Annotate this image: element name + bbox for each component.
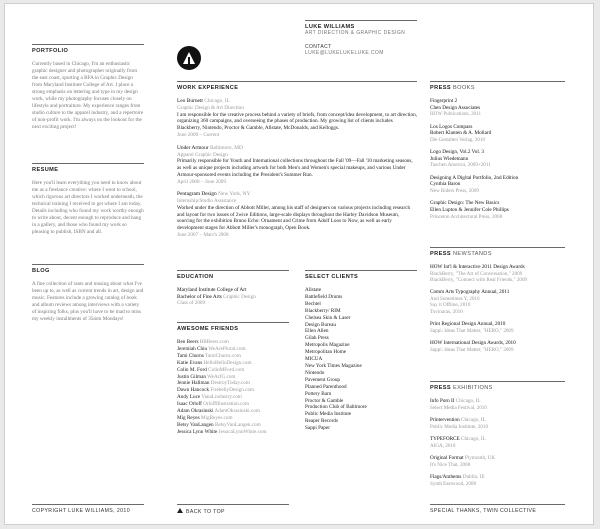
friend-item [177,346,289,353]
blog-heading[interactable]: BLOG [32,268,50,274]
press-book-entry [430,124,565,144]
press-detail: Tovinaras, 2010 [430,308,463,315]
friends-section [177,322,289,436]
friend-link[interactable]: HelloHelloDesign.com [203,359,252,366]
job-location: New York, NY [218,191,251,198]
press-detail: AIGA, 2010 [430,442,456,449]
press-title: Logo Design, Vol.2 Vol. 3 [430,149,484,156]
job-company: Pentagram Design [177,191,217,198]
client-item: Battlefield Drums [305,293,343,300]
friend-name: Katie Evans [177,359,203,366]
friend-item [177,387,289,394]
press-location: Chicago, IL [455,398,481,404]
friend-link[interactable]: MigReyes.com [200,414,233,421]
friend-link[interactable]: BBBeers.com [199,339,229,345]
press-newsstands-sub: NEWSTANDS [452,251,492,257]
client-item: Metropolis Magazine [305,342,350,349]
press-exhibition-entry [430,417,565,430]
friend-name: Tami Churns [177,352,204,359]
friend-name: Andy Luce [177,394,201,401]
press-exhibition-entry [430,455,565,468]
client-item: New York Times Magazine [305,362,362,369]
press-detail: BlackBerry, "Connect with Real Friends," 2009 [430,277,528,283]
friend-item [177,339,289,346]
work-section [177,81,417,245]
friend-name: Jeremiah Chiu [177,345,208,352]
header [305,20,417,56]
job-description: I am responsible for the creative process behind a variety of briefs, from concept/idea development, to art direction, organizing 360 campaigns, and overseeing the phases of production. My growing list of clients includes Blackberry, Nintendo, Proctor & Gamble, Allstate, McDonalds, and Kelloggs. [177,111,417,132]
friend-item [177,415,289,422]
resume-text: Here you'll learn everything you need to know about me as a freelance creative: where I went to school, which rigorous art directors I worked underneath, the technical training I received to get where I am today. Details including who found my work worthy enough to write about, decent enough to reproduce and hang in a gallery, and those who found my work so pleasing to publish, ISBN and all. [32,180,144,235]
press-book-entry [430,149,565,169]
press-title: Info Porn II [430,398,455,404]
friends-list [177,339,289,436]
press-title-line [430,417,565,424]
left-column [32,44,144,131]
press-title: Print Regional Design Annual, 2010 [430,321,506,328]
blog-text: A fine collection of rants and musing about what I've been up to, as well as current trends in art, design and music. Features include a growing catalog of book and album reviews among interviews with a variety of inspiring folks, plus you'll have to be mad to miss my weekly installments of 35mm Mondays! [32,281,144,322]
friend-name: Betsy VanLangen [177,421,214,428]
client-item: Sappi Paper [305,425,330,432]
friend-name: Colin M. Ford [177,366,207,373]
press-author: Ellen Lupton & Jennifer Cole Phillips [430,206,509,213]
press-news-entry [430,264,565,283]
job-dates: June 2007 – March 2008 [177,231,229,238]
client-item: Pavement Group [305,376,341,383]
friend-link[interactable]: AdamOkrasinski.com [214,408,260,415]
portfolio-heading[interactable]: PORTFOLIO [32,48,69,54]
press-books-list [430,98,565,220]
press-title-line [430,474,565,481]
education-field: Graphic Design [223,293,256,300]
job-entry [177,191,417,238]
back-to-top-link[interactable] [177,508,289,515]
education-heading: EDUCATION [177,274,214,280]
client-item: Allstate [305,287,322,293]
press-author: Robert Klanten & A. Mollard [430,130,492,137]
client-item: Design Bureau [305,321,336,328]
press-title: HOW Int'l & Interactive 2011 Design Awards [430,264,525,270]
press-publisher: New Riders Press, 2009 [430,187,479,194]
friend-name: Justin Gilman [177,373,206,380]
press-location: Dublin, IE [462,474,485,480]
friend-link[interactable]: BetsyVanLangen.com [214,421,261,428]
friend-item [177,408,289,415]
resume-heading[interactable]: RESUME [32,167,59,173]
press-news-entry [430,340,565,353]
press-books-heading: PRESS [430,85,451,91]
press-newsstands-section [430,247,565,359]
friends-heading: AWESOME FRIENDS [177,326,239,332]
press-detail: Select Media Festival, 2010 [430,404,487,411]
friend-item [177,367,289,374]
footer-middle [177,504,289,515]
friend-link[interactable]: FirebellyDesign.com [210,387,255,394]
clients-section [305,270,417,432]
press-exhibition-entry [430,474,565,487]
job-location: Baltimore, MD [209,144,243,151]
job-dates: June 2009 – Current [177,131,220,138]
job-role: Apparel Graphic Design [177,151,228,158]
client-item: Production Club of Baltimore [305,404,367,411]
friend-name: Ben Beers [177,339,199,345]
press-newsstands-heading: PRESS [430,251,451,257]
press-detail: And Sometimes Y, 2010 [430,296,480,302]
friend-name: Adam Okrasinski [177,408,214,415]
press-publisher: Princeton Architectural Press, 2008 [430,213,503,220]
work-heading: WORK EXPERIENCE [177,85,239,91]
client-item: Blackberry/ RIM [305,307,341,314]
press-title: HOW International Design Awards, 2010 [430,340,516,347]
press-author: Chen Design Associates [430,104,481,111]
client-item: Nintendo [305,369,325,376]
friend-link[interactable]: WeArJG.com [207,373,236,380]
press-exhibitions-sub: EXHIBITIONS [452,385,493,391]
job-role: Graphic Design & Art Direction [177,105,244,111]
press-location: Plymouth, UK [464,455,496,461]
arrow-up-icon [177,508,183,513]
client-item: Proctor & Gamble [305,397,344,404]
friend-name: Jessica Lynn White [177,428,218,435]
friend-item [177,401,289,408]
friend-link[interactable]: DestroyToday.com [210,380,250,387]
press-books-sub: BOOKS [452,85,475,91]
clients-list [305,287,417,432]
press-title: Los Logos Compass [430,123,473,130]
client-item: Planned Parenthood [305,383,347,390]
logo-icon[interactable] [177,46,201,70]
press-title: Flags/Anthems [430,474,462,480]
press-publisher: Taschen America, 2009+2011 [430,162,491,169]
education-class: Class of 2009 [177,300,206,307]
press-book-entry [430,175,565,195]
job-entry [177,145,417,186]
press-title: Designing A Digital Portfolio, 2nd Edition [430,174,519,181]
press-publisher: Die Gestalten Verlag, 2010 [430,136,486,143]
job-description: Primarily responsible for Youth and International collections throughout the Fall '09—Fall '10 marketing seasons, as well as unique projects including artwork for both Men's and Women's special makeups, and various Under Armour-sponsored events including the President's Summer Run. [177,158,413,178]
press-title: TYPEFORCE [430,436,460,442]
resume-page [4,3,594,525]
resume-section [32,163,144,236]
friend-item [177,429,289,436]
press-title: Original Format [430,455,464,461]
press-exhibition-entry [430,398,565,411]
press-title: Printervention [430,417,460,423]
press-author: Cynthia Baron [430,181,461,188]
clients-heading: SELECT CLIENTS [305,274,359,280]
client-item: Pottery Barn [305,390,332,397]
job-role: Internship/Studio Assistance [177,198,237,205]
friend-name: Jennie Hallman [177,380,210,387]
blog-section [32,264,144,323]
press-title: Fingerprint 2 [430,98,458,104]
press-author: Julius Wiedemann [430,155,469,162]
portfolio-text: Currently based in Chicago, I'm an enthusiastic graphic designer and photographer originally from the east coast, sporting a BFA in Graphic Design from Maryland Institute College of Art. I place a strong emphasis on lettering and type in my design work, while my photography focuses closely on lifestyle and portraiture. My experience ranges from studio culture to the apparel industry, and a repertoire of non-profit work. I'm always on the lookout for the next exciting project! [32,61,144,130]
copyright: COPYRIGHT LUKE WILLIAMS, 2010 [32,508,130,514]
press-detail: Synth Eastwood, 2008 [430,480,476,487]
press-title: Comm Arts Typography Annual, 2011 [430,289,510,296]
friend-name: Dawn Hancock [177,387,210,394]
press-detail: It's Nice That, 2008 [430,461,471,468]
friend-item [177,353,289,360]
back-to-top-label: BACK TO TOP [186,509,225,515]
client-item: Reaper Records [305,418,338,425]
education-degree: Bachelor of Fine Arts [177,293,222,300]
client-item: Metropolitan Home [305,349,347,356]
friend-item [177,422,289,429]
press-location: Chicago, IL [461,436,486,442]
press-detail: Sappi: Ideas That Matter, "HERO," 2009 [430,346,514,353]
email-link[interactable]: LUKE@LUKELUKELUKE.COM [305,50,384,56]
footer-right [430,504,565,514]
friend-link[interactable]: VanaLindustry.com [201,394,242,401]
press-detail: Public Media Institute, 2010 [430,423,489,430]
job-location: Chicago, IL [204,98,231,104]
press-book-entry [430,200,565,220]
friend-item [177,380,289,387]
footer-left [32,504,144,514]
press-books-section [430,81,565,226]
contact-label: CONTACT [305,44,332,50]
press-exhibitions-list [430,398,565,487]
press-title-line [430,398,565,405]
friend-item [177,360,289,367]
press-detail: Say it Offline, 2010 [430,302,471,309]
client-item: Chelsea Skin & Laser [305,314,351,321]
press-detail: Sappi: Ideas That Matter, "HERO," 2009 [430,327,514,334]
friend-item [177,374,289,381]
press-location: Chicago, IL [460,417,486,423]
press-title-line [430,455,565,462]
press-title: Graphic Design: The New Basics [430,200,500,207]
friend-link[interactable]: WeArePlural.com [208,345,246,352]
press-exhibitions-section [430,381,565,493]
press-book-entry [430,98,565,118]
special-thanks: SPECIAL THANKS, TWIN COLLECTIVE [430,508,537,514]
press-news-entry [430,321,565,334]
job-company: Under Armour [177,144,209,151]
client-item: Ellen Allen [305,328,329,335]
friend-link[interactable]: JessicaLynnWhite.com [218,428,267,435]
press-news-entry [430,289,565,315]
press-exhibitions-heading: PRESS [430,385,451,391]
site-tagline: ART DIRECTION & GRAPHIC DESIGN [305,30,406,36]
site-name: LUKE WILLIAMS [305,24,355,30]
friend-link[interactable]: OrloffIllustration.com [203,401,249,408]
friend-name: Mig Reyes [177,414,200,421]
press-exhibition-entry [430,436,565,449]
client-item: MICUA [305,356,323,363]
client-item: Gilah Press [305,335,329,342]
friend-link[interactable]: ColinMFord.com [208,366,245,373]
job-dates: April 2008 – June 2009 [177,178,226,185]
press-title-line [430,436,565,443]
press-newsstands-list [430,264,565,353]
job-company: Leo Burnett [177,98,203,104]
education-section [177,270,289,307]
education-school: Maryland Institute College of Art [177,287,247,293]
press-detail: BlackBerry, "The Art of Conversation," 2009 [430,270,523,277]
friend-link[interactable]: TamiChurns.com [205,352,241,359]
job-description: Worked under the direction of Abbott Miller, among his staff of designers on various projects including research and layout for two issues of 2wice Editions, large-scale displays throughout the Harley Davidson Museum, sourcing for the exhibition Bruno Echo: Ornament and Crime from Adolf Loos to Now, as well as early development stages for Abbott Miller's monograph, Open Book. [177,204,411,232]
press-publisher: HOW Publications, 2011 [430,111,482,118]
client-item: Public Media Institute [305,411,352,418]
job-entry [177,98,417,139]
friend-name: Isaac Orloff [177,401,202,408]
client-item: Bechtel [305,300,321,307]
